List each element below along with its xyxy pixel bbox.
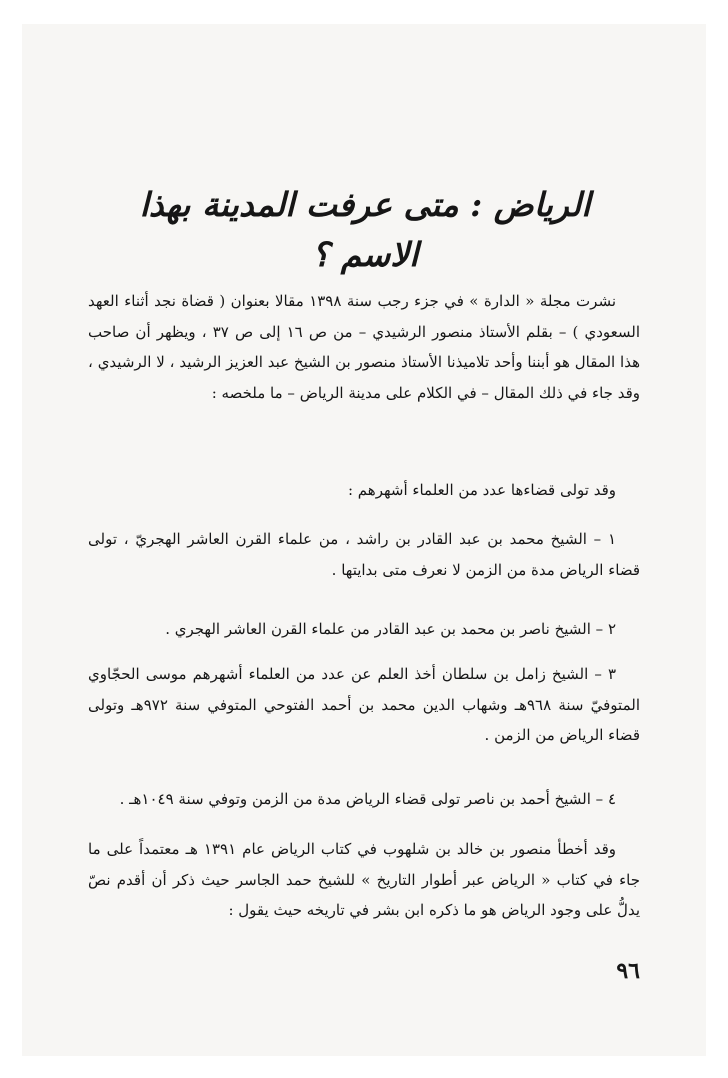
page-margin-right xyxy=(706,0,728,1078)
list-item-2 xyxy=(88,614,640,645)
judges-intro-paragraph xyxy=(88,475,640,506)
closing-paragraph xyxy=(88,834,640,926)
intro-text: نشرت مجلة « الدارة » في جزء رجب سنة ١٣٩٨ مقالا بعنوان ( قضاة نجد أثناء العهد السعودي ) – بقلم الأستاذ منصور الرشيدي – من ص ١٦ إلى ص ٣٧ ، ويظهر أن صاحب هذا المقال هو أبننا وأحد تلاميذنا الأستاذ منصور بن الشيخ عبد العزيز الرشيد ، لا الرشيدي ، وقد جاء في ذلك المقال – في الكلام على مدينة الرياض – ما ملخصه : xyxy=(88,292,640,402)
page-margin-left xyxy=(0,0,22,1078)
page-margin-bottom xyxy=(0,1056,728,1078)
intro-paragraph xyxy=(88,286,640,408)
page-number: ٩٦ xyxy=(616,958,640,984)
list-item-4-text: ٤ – الشيخ أحمد بن ناصر تولى قضاء الرياض مدة من الزمن وتوفي سنة ١٠٤٩هـ . xyxy=(119,790,616,808)
judges-intro-text: وقد تولى قضاءها عدد من العلماء أشهرهم : xyxy=(347,481,616,499)
closing-text: وقد أخطأ منصور بن خالد بن شلهوب في كتاب الرياض عام ١٣٩١ هـ معتمداً على ما جاء في كتاب « الرياض عبر أطوار التاريخ » للشيخ حمد الجاسر حيث ذكر أن أقدم نصّ يدلُّ على وجود الرياض هو ما ذكره ابن بشر في تاريخه حيث يقول : xyxy=(88,840,640,919)
article-title: الرياض : متى عرفت المدينة بهذا الاسم ؟ xyxy=(139,185,591,274)
list-item-1-text: ١ – الشيخ محمد بن عبد القادر بن راشد ، من علماء القرن العاشر الهجريّ ، تولى قضاء الرياض مدة من الزمن لا نعرف متى بدايتها . xyxy=(88,530,640,579)
list-item-3-text: ٣ – الشيخ زامل بن سلطان أخذ العلم عن عدد من العلماء أشهرهم موسى الحجّاوي المتوفيّ سنة ٩٦٨هـ وشهاب الدين محمد بن أحمد الفتوحي المتوفي سنة ٩٧٢هـ وتولى قضاء الرياض من الزمن . xyxy=(88,665,640,744)
list-item-4 xyxy=(88,784,640,815)
list-item-3 xyxy=(88,659,640,751)
list-item-1 xyxy=(88,524,640,585)
list-item-2-text: ٢ – الشيخ ناصر بن محمد بن عبد القادر من علماء القرن العاشر الهجري . xyxy=(165,620,616,638)
page-margin-top xyxy=(0,0,728,24)
